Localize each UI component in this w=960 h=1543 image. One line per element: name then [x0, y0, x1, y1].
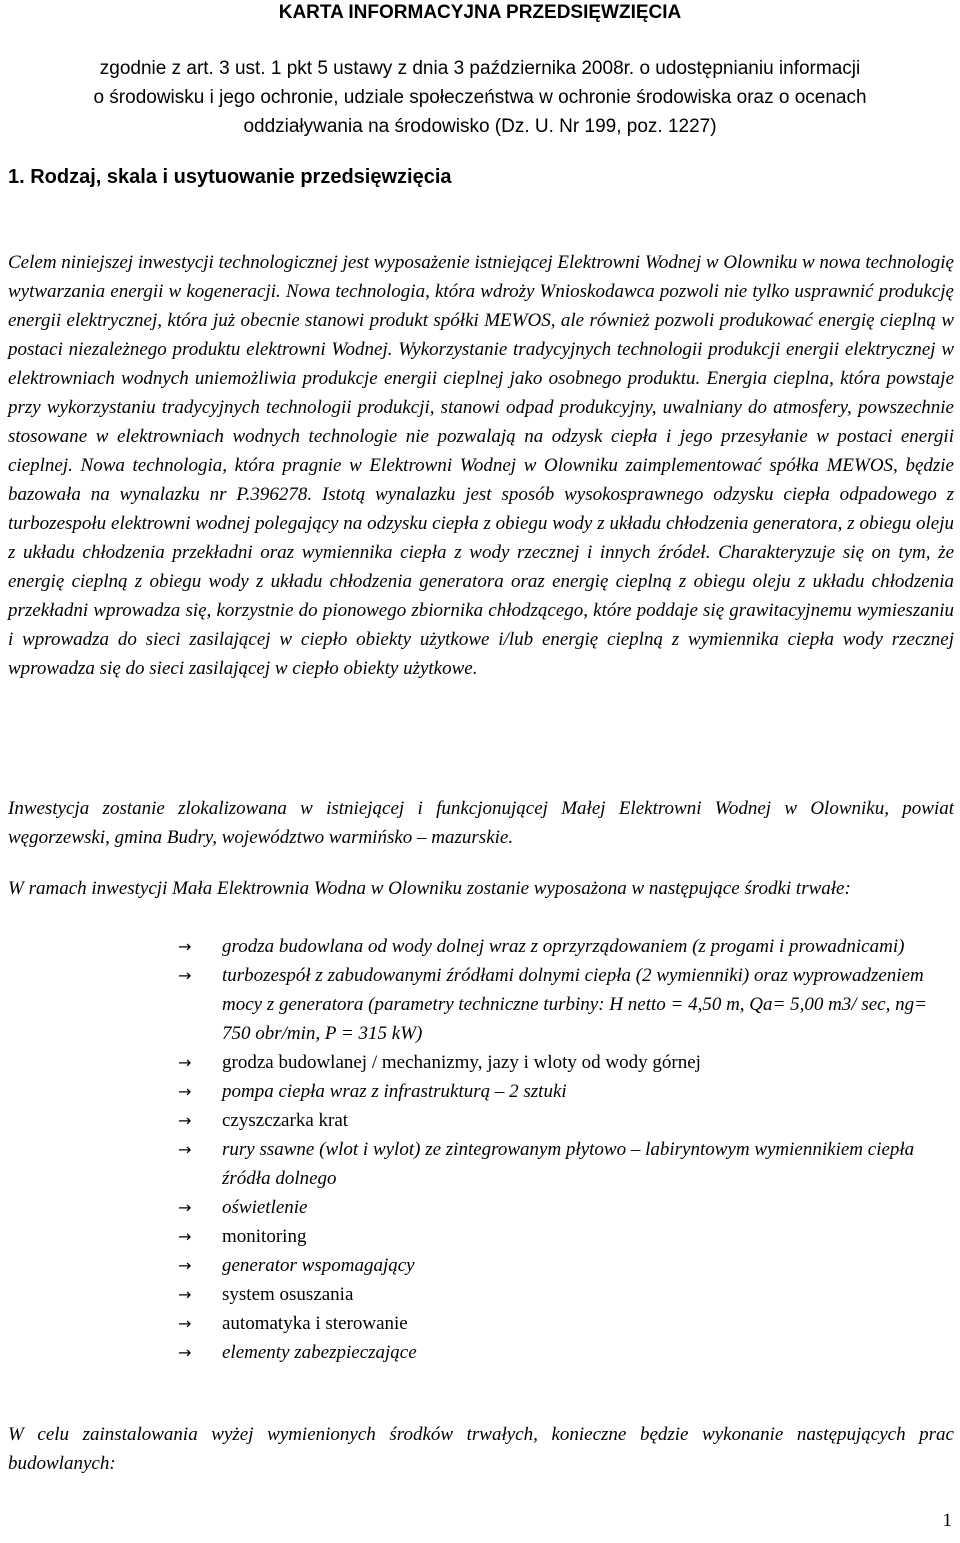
- list-item: [178, 932, 956, 961]
- list-item: [178, 1135, 956, 1193]
- list-item: [178, 1077, 956, 1106]
- arrow-right-icon: →: [178, 1227, 192, 1246]
- paragraph-location: Inwestycja zostanie zlokalizowana w istniejącej i funkcjonującej Małej Elektrowni Wodnej w Olowniku, powiat węgorzewski, gmina Budry, województwo warmińsko – mazurskie.: [8, 798, 954, 848]
- list-item: [178, 1309, 956, 1338]
- paragraph-construction-works: W celu zainstalowania wyżej wymienionych środków trwałych, konieczne będzie wykonanie następujących prac budowlanych:: [8, 1424, 954, 1474]
- arrow-right-icon: →: [178, 1314, 192, 1333]
- subtitle-line: o środowisku i jego ochronie, udziale społeczeństwa w ochronie środowiska oraz o ocenach: [93, 87, 867, 108]
- page-number: 1: [942, 1510, 952, 1531]
- arrow-right-icon: →: [178, 1140, 192, 1159]
- list-item: [178, 1338, 956, 1367]
- list-item: [178, 1280, 956, 1309]
- list-item: [178, 1048, 956, 1077]
- list-item-text: rury ssawne (wlot i wylot) ze zintegrowanym płytowo – labiryntowym wymiennikiem ciepła źródła dolnego: [222, 1139, 915, 1189]
- arrow-right-icon: →: [178, 966, 192, 985]
- arrow-right-icon: →: [178, 1111, 192, 1130]
- document-subtitle: [0, 54, 960, 141]
- paragraph-fixed-assets-intro: W ramach inwestycji Mała Elektrownia Wodna w Olowniku zostanie wyposażona w następujące środki trwałe:: [8, 878, 851, 899]
- list-item: [178, 1222, 956, 1251]
- list-item-text: turbozespół z zabudowanymi źródłami dolnymi ciepła (2 wymienniki) oraz wyprowadzeniem mocy z generatora (parametry techniczne turbiny: H netto = 4,50 m, Qa= 5,00 m3/ sec, ng= 750 obr/min, P = 315 kW): [222, 965, 927, 1044]
- list-item-text: generator wspomagający: [222, 1255, 415, 1276]
- list-item-text: automatyka i sterowanie: [222, 1313, 408, 1334]
- section-heading: 1. Rodzaj, skala i usytuowanie przedsięwzięcia: [8, 166, 452, 188]
- subtitle-line: oddziaływania na środowisko (Dz. U. Nr 199, poz. 1227): [243, 116, 717, 137]
- arrow-right-icon: →: [178, 1285, 192, 1304]
- document-title: KARTA INFORMACYJNA PRZEDSIĘWZIĘCIA: [278, 2, 682, 23]
- list-item-text: grodza budowlanej / mechanizmy, jazy i wloty od wody górnej: [222, 1052, 701, 1073]
- list-item-text: monitoring: [222, 1226, 307, 1247]
- list-item-text: pompa ciepła wraz z infrastrukturą – 2 sztuki: [222, 1081, 567, 1102]
- list-item-text: czyszczarka krat: [222, 1110, 349, 1131]
- list-item: [178, 1193, 956, 1222]
- list-item: [178, 1106, 956, 1135]
- list-item-text: oświetlenie: [222, 1197, 308, 1218]
- fixed-assets-list: [178, 932, 956, 1367]
- list-item-text: grodza budowlana od wody dolnej wraz z oprzyrządowaniem (z progami i prowadnicami): [222, 936, 905, 957]
- arrow-right-icon: →: [178, 1256, 192, 1275]
- paragraph-purpose: Celem niniejszej inwestycji technologicznej jest wyposażenie istniejącej Elektrowni Wodnej w Olowniku w nowa technologię wytwarzania energii w kogeneracji. Nowa technologia, która wdroży Wnioskodawca pozwoli nie tylko usprawnić produkcję energii elektrycznej, która już obecnie stanowi produkt spółki MEWOS, ale również pozwoli produkować energię cieplną w postaci niezależnego produktu elektrowni Wodnej. Wykorzystanie tradycyjnych technologii produkcji energii elektrycznej w elektrowniach wodnych uniemożliwia produkcje energii cieplnej jako osobnego produktu. Energia cieplna, która powstaje przy wykorzystaniu tradycyjnych technologii produkcji, stanowi odpad produkcyjny, uwalniany do atmosfery, powszechnie stosowane w elektrowniach wodnych technologie nie pozwalają na odzysk ciepła i jego przesyłanie w postaci energii cieplnej. Nowa technologia, która pragnie w Elektrowni Wodnej w Olowniku zaimplementować spółka MEWOS, będzie bazowała na wynalazku nr P.396278. Istotą wynalazku jest sposób wysokosprawnego odzysku ciepła odpadowego z turbozespołu elektrowni wodnej polegający na odzysku ciepła z obiegu wody z układu chłodzenia generatora, z obiegu oleju z układu chłodzenia przekładni oraz wymiennika ciepła z wody rzecznej i innych źródeł. Charakteryzuje się on tym, że energię cieplną z obiegu wody z układu chłodzenia generatora oraz energię cieplną z obiegu oleju z układu chłodzenia przekładni wprowadza się, korzystnie do pionowego zbiornika chłodzącego, które poddaje się grawitacyjnemu wymieszaniu i wprowadza do sieci zasilającej w ciepło obiekty użytkowe i/lub energię cieplną z wymiennika ciepła wody rzecznej wprowadza się do sieci zasilającej w ciepło obiekty użytkowe.: [8, 252, 954, 679]
- subtitle-line: zgodnie z art. 3 ust. 1 pkt 5 ustawy z dnia 3 października 2008r. o udostępnianiu informacji: [99, 58, 861, 79]
- list-item-text: elementy zabezpieczające: [222, 1342, 417, 1363]
- arrow-right-icon: →: [178, 1053, 192, 1072]
- arrow-right-icon: →: [178, 937, 192, 956]
- list-item-text: system osuszania: [222, 1284, 354, 1305]
- list-item: [178, 1251, 956, 1280]
- arrow-right-icon: →: [178, 1082, 192, 1101]
- arrow-right-icon: →: [178, 1198, 192, 1217]
- arrow-right-icon: →: [178, 1343, 192, 1362]
- list-item: [178, 961, 956, 1048]
